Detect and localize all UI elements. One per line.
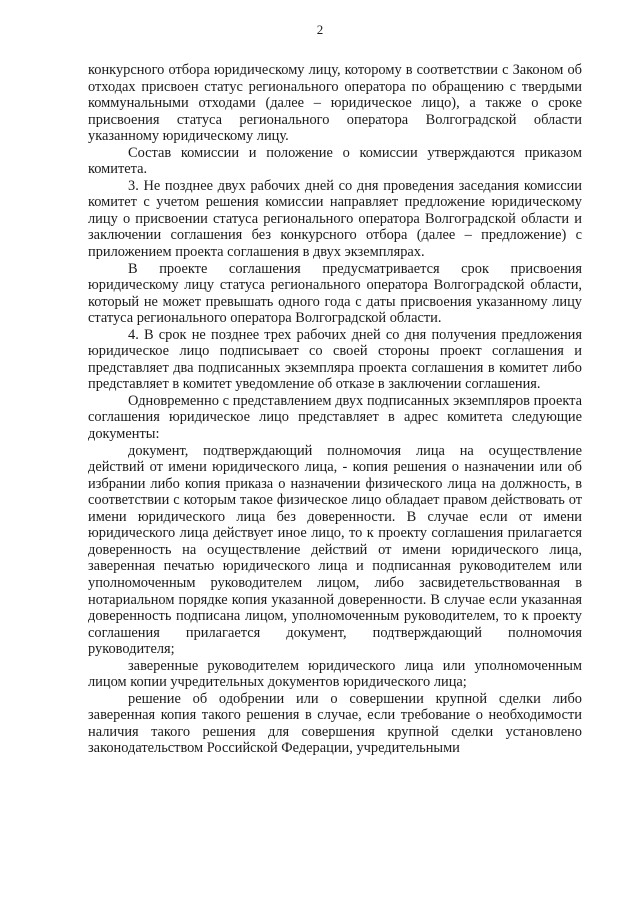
paragraph-documents-intro: Одновременно с представлением двух подписанных экземпляров проекта соглашения юридическое лицо представляет в адрес комитета следующие документы: bbox=[88, 392, 582, 443]
paragraph-major-transaction: решение об одобрении или о совершении крупной сделки либо заверенная копия такого решения в случае, если требование о необходимости наличия такого решения для совершения крупной сделки установлено законодательством Российской Федерации, учредительными bbox=[88, 690, 582, 757]
page-number: 2 bbox=[316, 22, 324, 37]
paragraph-authority-document: документ, подтверждающий полномочия лица на осуществление действий от имени юридического лица, - копия решения о назначении или об избрании либо копия приказа о назначении физического лица на должность, в соответствии с которым такое физическое лицо обладает правом действовать от имени юридического лица без доверенности. В случае если от имени юридического лица действует иное лицо, то к проекту соглашения прилагается доверенность на осуществление действий от имени юридического лица, заверенная печатью юридического лица и подписанная руководителем или уполномоченным руководителем лицом, либо засвидетельствованная в нотариальном порядке копия указанной доверенности. В случае если указанная доверенность подписана лицом, уполномоченным руководителем, то к проекту соглашения прилагается документ, подтверждающий полномочия руководителя; bbox=[88, 442, 582, 658]
paragraph-agreement-term: В проекте соглашения предусматривается срок присвоения юридическому лицу статуса регионального оператора Волгоградской области, который не может превышать одного года с даты присвоения указанному лицу статуса регионального оператора Волгоградской области. bbox=[88, 260, 582, 327]
paragraph-item-3: 3. Не позднее двух рабочих дней со дня проведения заседания комиссии комитет с учетом решения комиссии направляет предложение юридическому лицу о присвоении статуса регионального оператора Волгоградской области и заключении соглашения без конкурсного отбора (далее – предложение) с приложением проекта соглашения в двух экземплярах. bbox=[88, 177, 582, 261]
paragraph-1-continuation: конкурсного отбора юридическому лицу, которому в соответствии с Законом об отходах присвоен статус регионального оператора по обращению с твердыми коммунальными отходами (далее – юридическое лицо), а также о сроке присвоения статуса регионального оператора Волгоградской области указанному юридическому лицу. bbox=[88, 62, 582, 145]
paragraph-commission-composition: Состав комиссии и положение о комиссии утверждаются приказом комитета. bbox=[88, 144, 582, 178]
paragraph-item-4: 4. В срок не позднее трех рабочих дней со дня получения предложения юридическое лицо подписывает со своей стороны проект соглашения и представляет два подписанных экземпляра проекта соглашения в комитет либо представляет в комитет уведомление об отказе в заключении соглашения. bbox=[88, 326, 582, 393]
document-body bbox=[88, 62, 582, 757]
paragraph-founding-documents: заверенные руководителем юридического лица или уполномоченным лицом копии учредительных документов юридического лица; bbox=[88, 657, 582, 691]
